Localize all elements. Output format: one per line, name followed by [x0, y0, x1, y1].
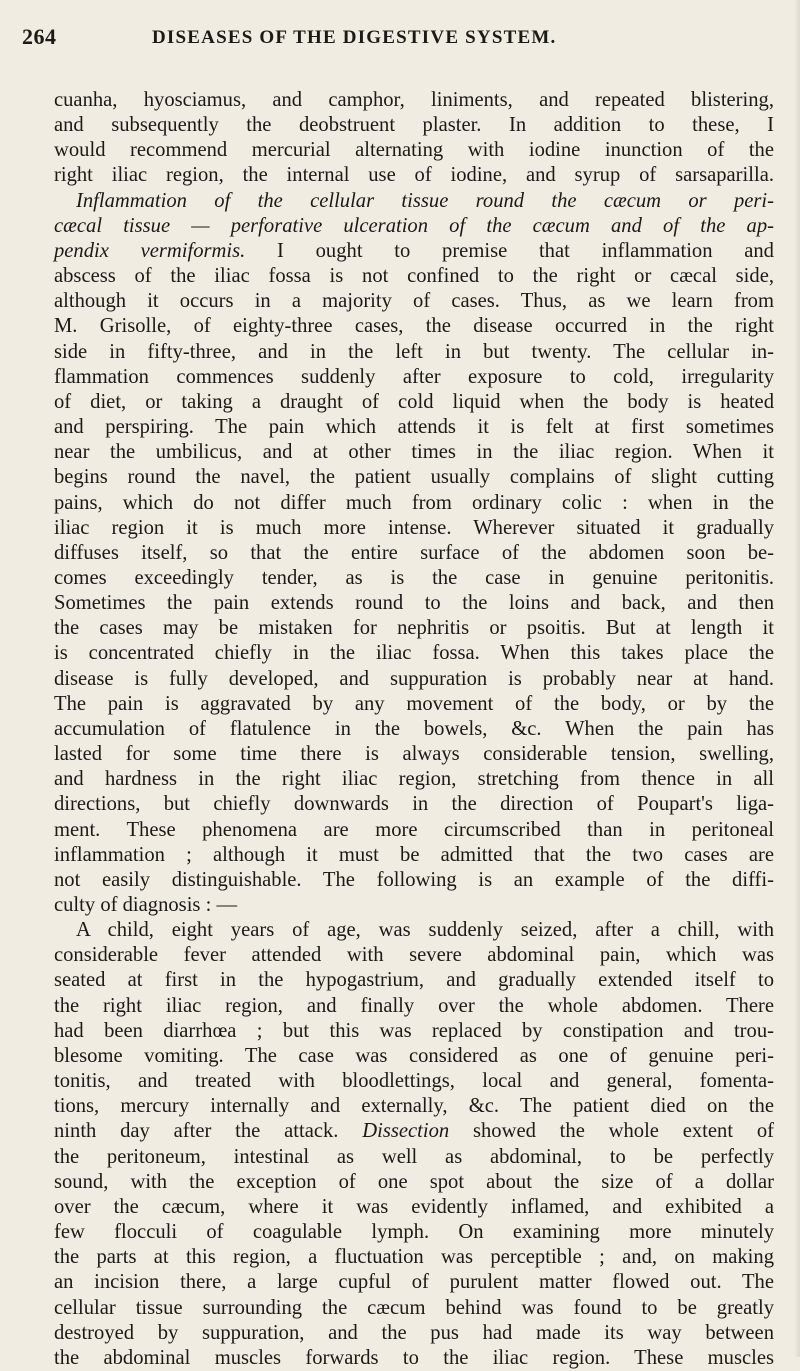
text-line: the right iliac region, and finally over the whole abdomen. There: [54, 994, 774, 1017]
text-line: pains, which do not differ much from ordinary colic : when in the: [54, 491, 774, 514]
text-line: abscess of the iliac fossa is not confined to the right or cæcal side,: [54, 265, 774, 288]
text-line: of diet, or taking a draught of cold liquid when the body is heated: [54, 390, 774, 413]
text-line: considerable fever attended with severe abdominal pain, which was: [54, 944, 774, 967]
text-line: the abdominal muscles forwards to the iliac region. These muscles: [54, 1346, 774, 1369]
text-line: the parts at this region, a fluctuation was perceptible ; and, on making: [54, 1246, 774, 1269]
text-line: ment. These phenomena are more circumscribed than in peritoneal: [54, 818, 774, 841]
text-line: inflammation ; although it must be admitted that the two cases are: [54, 843, 774, 866]
text-line: few flocculi of coagulable lymph. On examining more minutely: [54, 1221, 774, 1244]
text-line: an incision there, a large cupful of purulent matter flowed out. The: [54, 1271, 774, 1294]
text-line: not easily distinguishable. The following is an example of the diffi-: [54, 868, 774, 891]
text-line: would recommend mercurial alternating with iodine inunction of the: [54, 139, 774, 162]
italic-run: Inflammation of the cellular tissue round the cæcum or peri-: [76, 189, 774, 212]
text-line: side in fifty-three, and in the left in but twenty. The cellular in-: [54, 340, 774, 363]
text-line: Sometimes the pain extends round to the loins and back, and then: [54, 592, 774, 615]
text-line: [54, 189, 774, 214]
text-line: iliac region it is much more intense. Wherever situated it gradually: [54, 516, 774, 539]
text-run: I ought to premise that inflammation and: [245, 239, 774, 262]
text-line: flammation commences suddenly after exposure to cold, irregularity: [54, 365, 774, 388]
text-line: although it occurs in a majority of cases. Thus, as we learn from: [54, 290, 774, 313]
text-line: begins round the navel, the patient usually complains of slight cutting: [54, 466, 774, 489]
text-line: the peritoneum, intestinal as well as abdominal, to be perfectly: [54, 1145, 774, 1168]
text-line: directions, but chiefly downwards in the direction of Poupart's liga-: [54, 793, 774, 816]
text-line: ninth day after the attack. Dissection showed the whole extent of: [54, 1120, 775, 1143]
text-line: accumulation of flatulence in the bowels, &c. When the pain has: [54, 717, 774, 740]
text-line: near the umbilicus, and at other times in the iliac region. When it: [54, 441, 774, 464]
text-line: [54, 214, 774, 239]
text-line: culty of diagnosis : —: [54, 894, 238, 916]
italic-run: cæcal tissue — perforative ulceration of the cæcum and of the ap-: [54, 214, 774, 237]
text-line: cellular tissue surrounding the cæcum behind was found to be greatly: [54, 1296, 774, 1319]
text-line: diffuses itself, so that the entire surface of the abdomen soon be-: [54, 541, 774, 564]
text-line: tions, mercury internally and externally, &c. The patient died on the: [54, 1095, 774, 1118]
running-head: DISEASES OF THE DIGESTIVE SYSTEM.: [152, 27, 557, 48]
body-text: [54, 88, 774, 1371]
text-line: destroyed by suppuration, and the pus had made its way between: [54, 1321, 774, 1344]
italic-run: pendix vermiformis.: [54, 239, 246, 262]
text-line: lasted for some time there is always considerable tension, swelling,: [54, 743, 774, 766]
text-line: seated at first in the hypogastrium, and gradually extended itself to: [54, 969, 774, 992]
text-line: and subsequently the deobstruent plaster. In addition to these, I: [54, 114, 774, 137]
text-line: sound, with the exception of one spot about the size of a dollar: [54, 1170, 774, 1193]
text-line: right iliac region, the internal use of iodine, and syrup of sarsaparilla.: [54, 164, 774, 187]
text-line: and perspiring. The pain which attends it is felt at first sometimes: [54, 416, 774, 439]
text-line: cuanha, hyosciamus, and camphor, liniments, and repeated blistering,: [54, 89, 774, 111]
text-line: disease is fully developed, and suppuration is probably near at hand.: [54, 667, 774, 690]
text-line: and hardness in the right iliac region, stretching from thence in all: [54, 768, 774, 791]
text-line: is concentrated chiefly in the iliac fossa. When this takes place the: [54, 642, 774, 665]
text-line: tonitis, and treated with bloodlettings, local and general, fomenta-: [54, 1070, 774, 1093]
text-line: comes exceedingly tender, as is the case in genuine peritonitis.: [54, 566, 774, 589]
text-line: blesome vomiting. The case was considered as one of genuine peri-: [54, 1044, 774, 1067]
text-line: the cases may be mistaken for nephritis or psoitis. But at length it: [54, 617, 774, 640]
text-line: over the cæcum, where it was evidently inflamed, and exhibited a: [54, 1195, 774, 1218]
text-line: M. Grisolle, of eighty-three cases, the disease occurred in the right: [54, 315, 774, 338]
text-line: The pain is aggravated by any movement of the body, or by the: [54, 692, 774, 715]
page-edge-shadow: [794, 0, 800, 1357]
italic-run: Dissection: [362, 1120, 450, 1143]
text-line: had been diarrhœa ; but this was replaced by constipation and trou-: [54, 1019, 774, 1042]
text-line: A child, eight years of age, was suddenly seized, after a chill, with: [76, 919, 774, 942]
text-line: [54, 239, 774, 264]
page-number: 264: [22, 24, 57, 49]
